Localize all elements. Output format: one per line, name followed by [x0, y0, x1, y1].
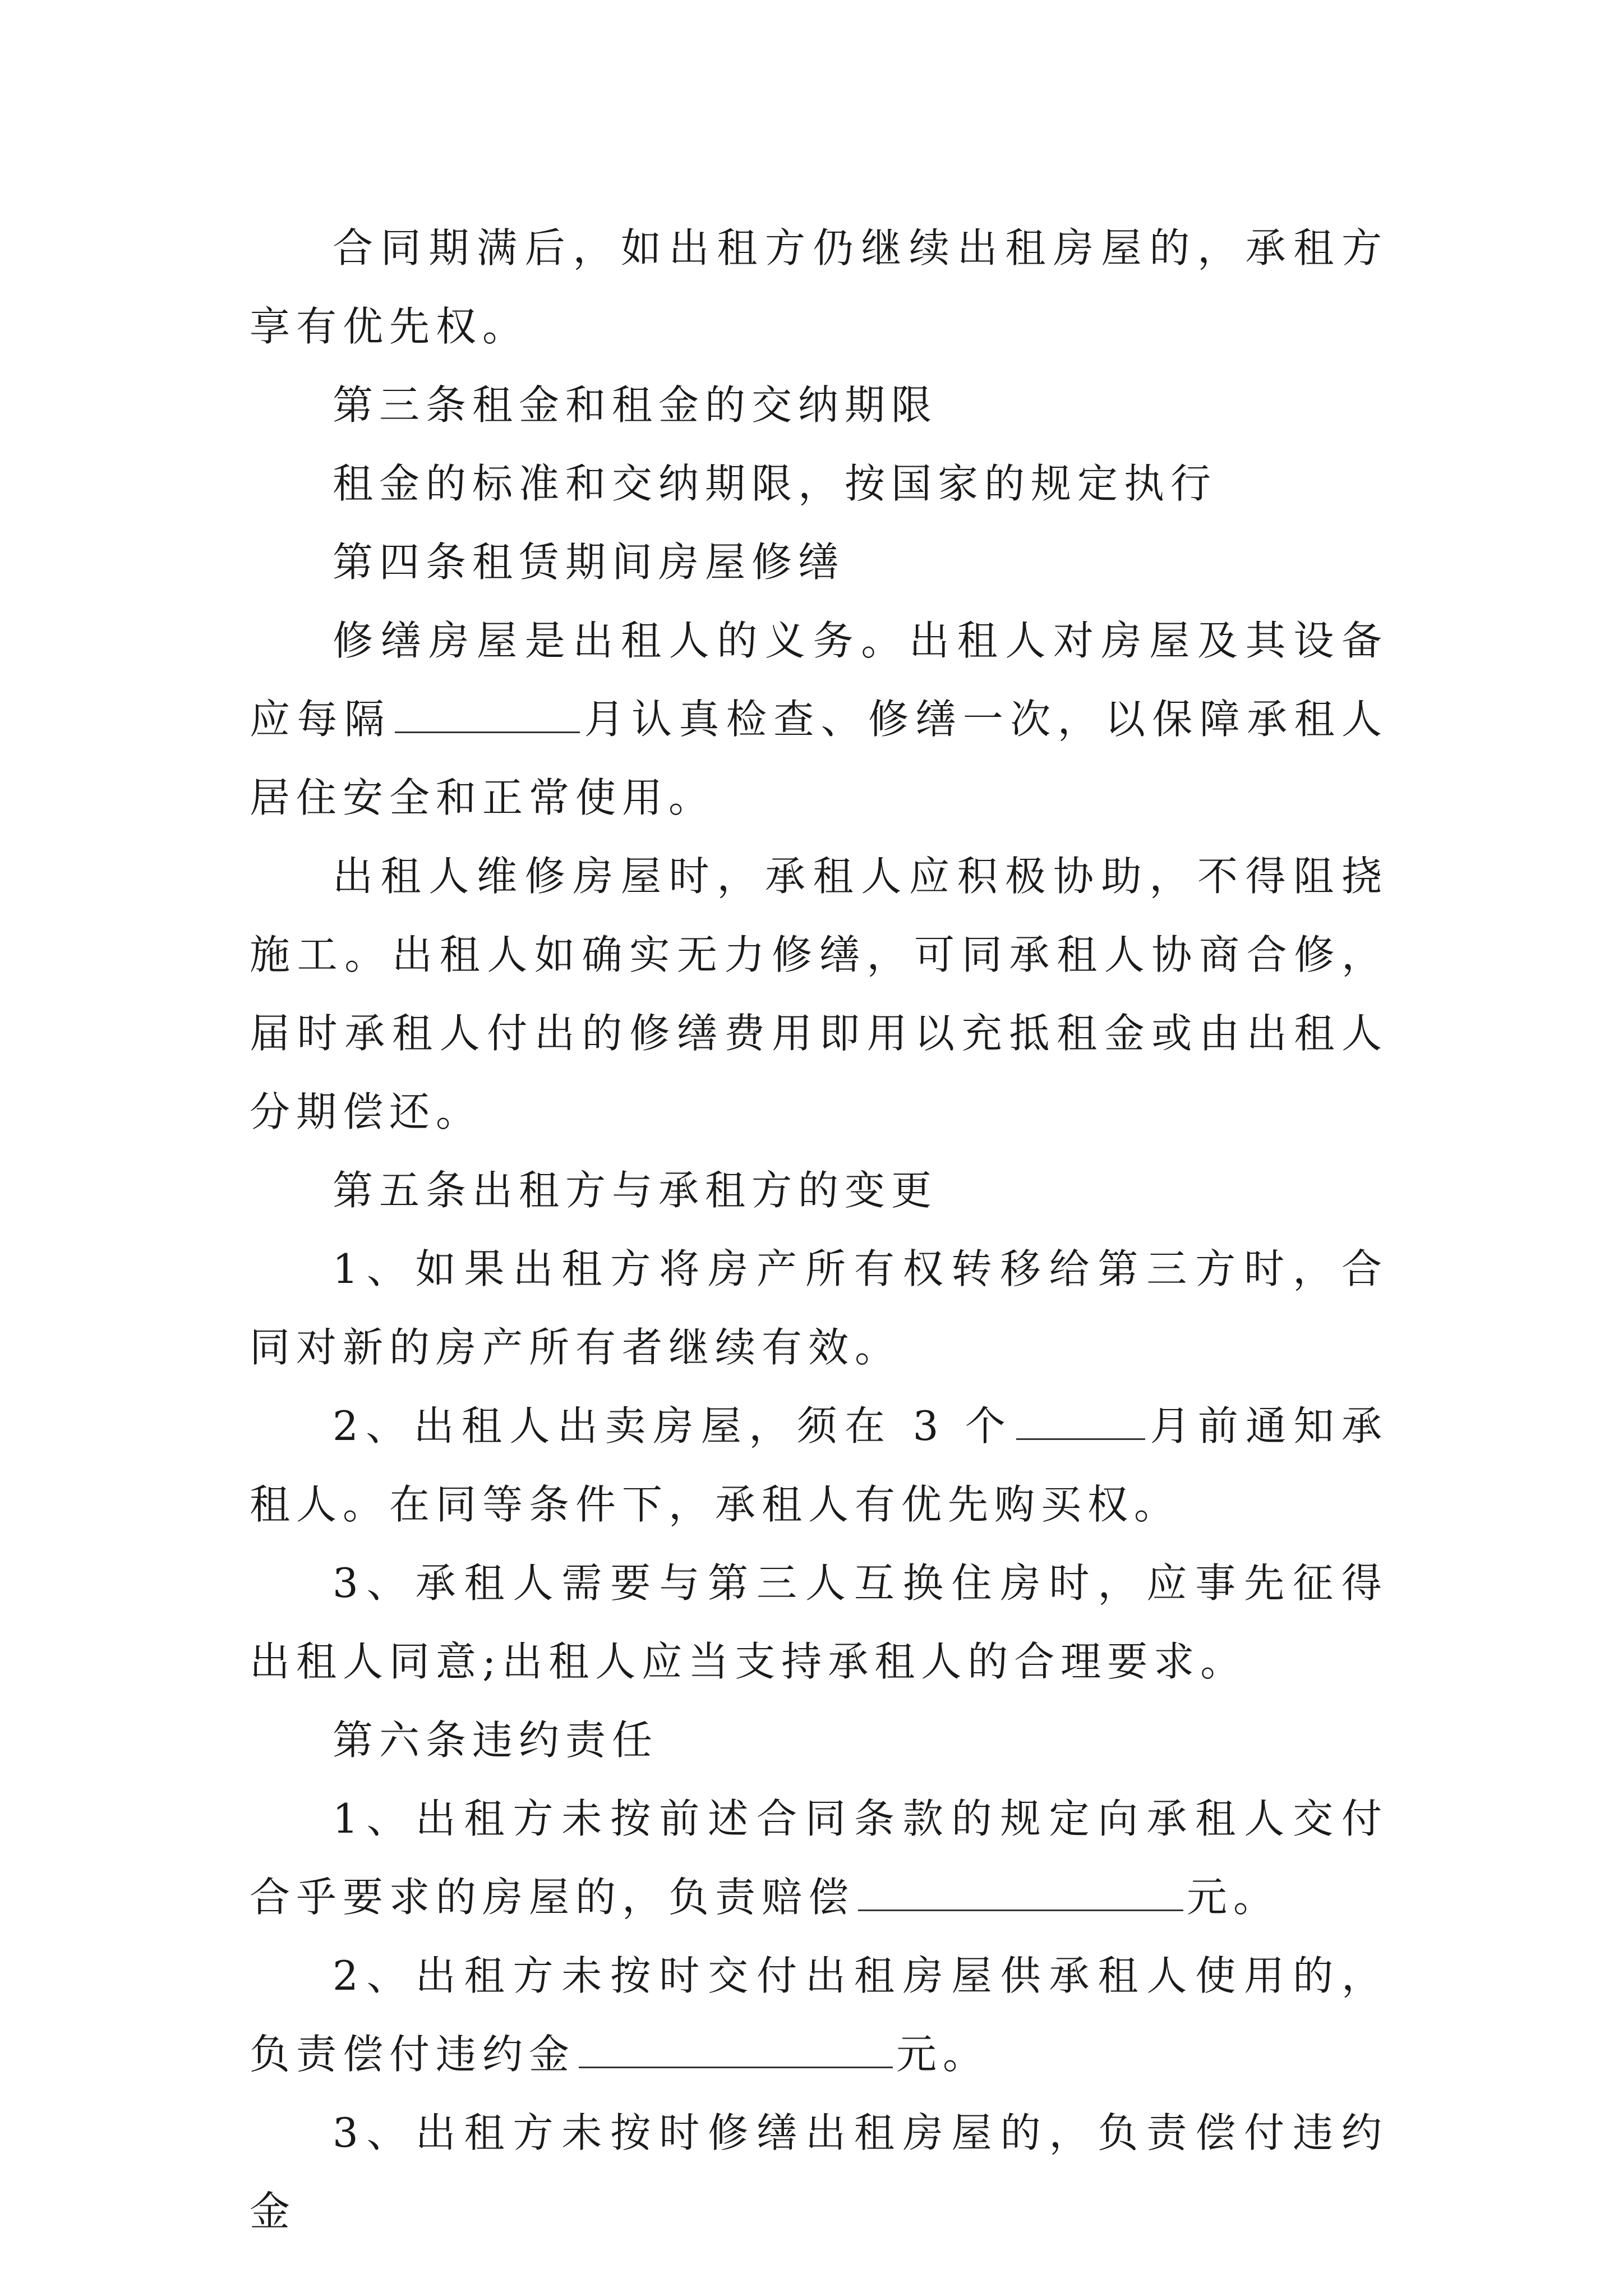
paragraph-ownership-transfer: 1、如果出租方将房产所有权转移给第三方时，合同对新的房产所有者继续有效。 [250, 1245, 1388, 1371]
paragraph-repair-duty [250, 601, 1388, 837]
fill-in-blank-notice[interactable] [1016, 1402, 1145, 1440]
paragraph-sale-notice [250, 1387, 1388, 1544]
text-segment: 1、出租方未按前述合同条款的规定向承租人交付合乎要求的房屋的，负责赔偿 [250, 1795, 1388, 1921]
paragraph-compensation [250, 1779, 1388, 1936]
fill-in-blank-compensation[interactable] [858, 1874, 1183, 1911]
paragraph-housing-exchange: 3、承租人需要与第三人互换住房时，应事先征得出租人同意;出租人应当支持承租人的合理要求。 [250, 1559, 1388, 1685]
text-segment: 元。 [896, 2031, 990, 2078]
text-segment: 2、出租人出卖房屋，须在 3 个 [333, 1402, 1013, 1450]
heading-article-4: 第四条租赁期间房屋修缮 [333, 539, 845, 586]
text-segment: 月认真检查、修缮一次，以保障承租人居住安全和正常使用。 [250, 696, 1388, 821]
fill-in-blank-months[interactable] [395, 696, 580, 733]
heading-article-3: 第三条租金和租金的交纳期限 [333, 381, 938, 429]
paragraph-repair-cooperation: 出租人维修房屋时，承租人应积极协助，不得阻挠施工。出租人如确实无力修缮，可同承租人协商合修，届时承租人付出的修缮费用即用以充抵租金或由出租人分期偿还。 [250, 853, 1388, 1135]
heading-article-6: 第六条违约责任 [333, 1717, 659, 1764]
paragraph-rent-standard: 租金的标准和交纳期限，按国家的规定执行 [333, 460, 1218, 507]
paragraph-renewal-priority: 合同期满后，如出租方仍继续出租房屋的，承租方享有优先权。 [250, 224, 1388, 350]
text-segment: 2、出租方未按时交付出租房屋供承租人使用的，负责偿付违约金 [250, 1952, 1388, 2078]
text-segment: 月前通知承租人。在同等条件下，承租人有优先购买权。 [250, 1402, 1388, 1528]
text-segment: 修缮房屋是出租人的义务。出租人对房屋及其设备应每隔 [250, 617, 1388, 743]
heading-article-5: 第五条出租方与承租方的变更 [333, 1167, 938, 1214]
fill-in-blank-penalty[interactable] [579, 2031, 893, 2068]
document-body [250, 209, 1388, 2251]
text-segment: 元。 [1187, 1874, 1280, 1921]
paragraph-late-repair-penalty: 3、出租方未按时修缮出租房屋的，负责偿付违约金 [250, 2109, 1388, 2235]
paragraph-late-delivery-penalty [250, 1936, 1388, 2093]
